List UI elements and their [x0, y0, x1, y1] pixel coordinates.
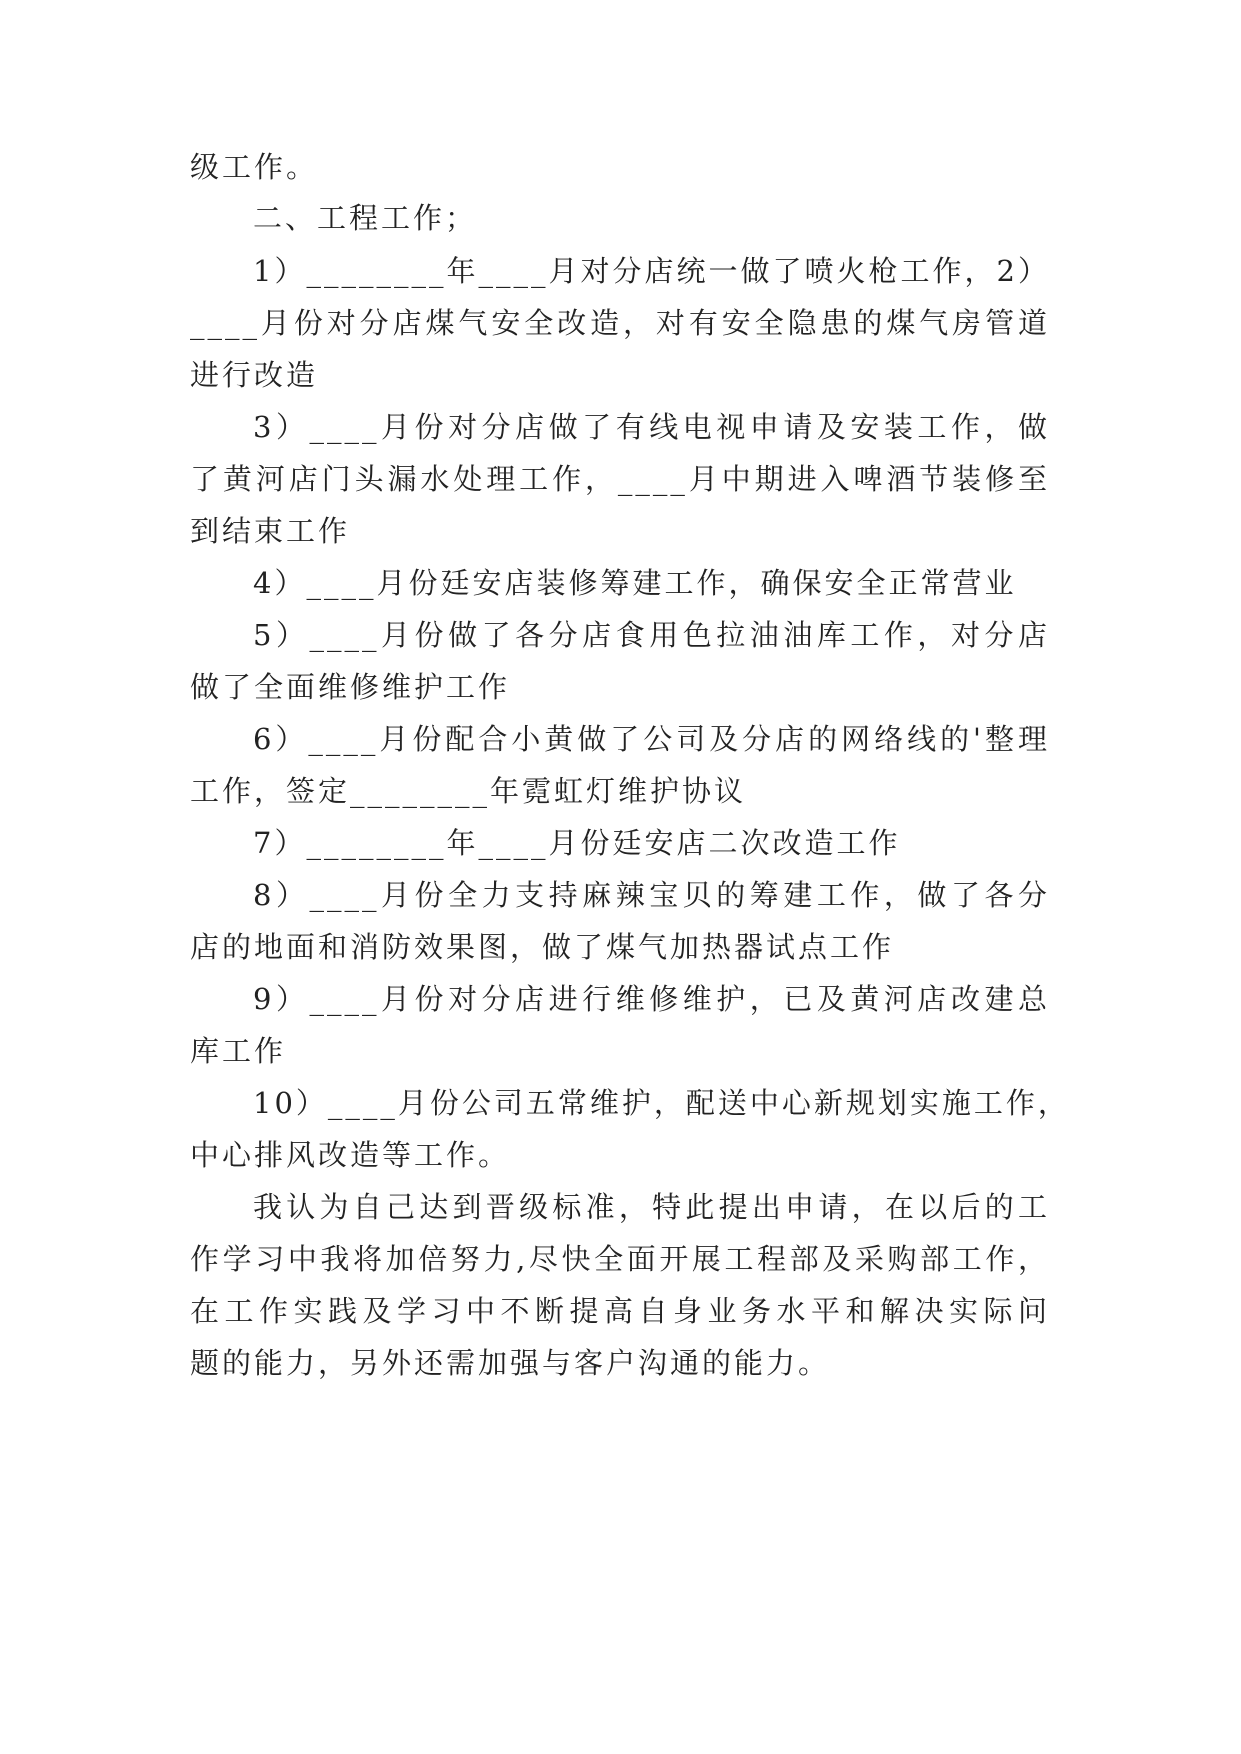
- text-line: 6）____月份配合小黄做了公司及分店的网络线的'整理: [253, 722, 1050, 756]
- text-line: 库工作: [190, 1034, 287, 1068]
- text-line: 4）____月份廷安店装修筹建工作，确保安全正常营业: [253, 566, 1017, 600]
- text-line: 题的能力，另外还需加强与客户沟通的能力。: [190, 1346, 831, 1380]
- text-line: 级工作。: [190, 150, 319, 184]
- text-line: 店的地面和消防效果图，做了煤气加热器试点工作: [190, 930, 895, 964]
- text-line: 到结束工作: [190, 514, 351, 548]
- text-line: 我认为自己达到晋级标准，特此提出申请，在以后的工: [253, 1190, 1050, 1224]
- text-line: 5）____月份做了各分店食用色拉油油库工作，对分店: [253, 618, 1050, 652]
- section-heading: 二、工程工作；: [253, 201, 478, 235]
- text-line: 做了全面维修维护工作: [190, 670, 511, 704]
- text-line: 8）____月份全力支持麻辣宝贝的筹建工作，做了各分: [253, 878, 1050, 912]
- text-line: 9）____月份对分店进行维修维护，已及黄河店改建总: [253, 982, 1050, 1016]
- text-line: ____月份对分店煤气安全改造，对有安全隐患的煤气房管道: [190, 306, 1050, 340]
- text-line: 了黄河店门头漏水处理工作，____月中期进入啤酒节装修至: [190, 462, 1050, 496]
- text-line: 3）____月份对分店做了有线电视申请及安装工作，做: [253, 410, 1050, 444]
- text-line: 工作，签定________年霓虹灯维护协议: [190, 774, 747, 808]
- text-line: 中心排风改造等工作。: [190, 1138, 511, 1172]
- text-line: 作学习中我将加倍努力,尽快全面开展工程部及采购部工作，: [190, 1242, 1050, 1276]
- text-line: 在工作实践及学习中不断提高自身业务水平和解决实际问: [190, 1294, 1050, 1328]
- text-line: 7）________年____月份廷安店二次改造工作: [253, 826, 901, 860]
- text-line: 1）________年____月对分店统一做了喷火枪工作，2）: [253, 254, 1050, 288]
- text-line: 10）____月份公司五常维护，配送中心新规划实施工作，: [253, 1086, 1070, 1120]
- text-line: 进行改造: [190, 358, 319, 392]
